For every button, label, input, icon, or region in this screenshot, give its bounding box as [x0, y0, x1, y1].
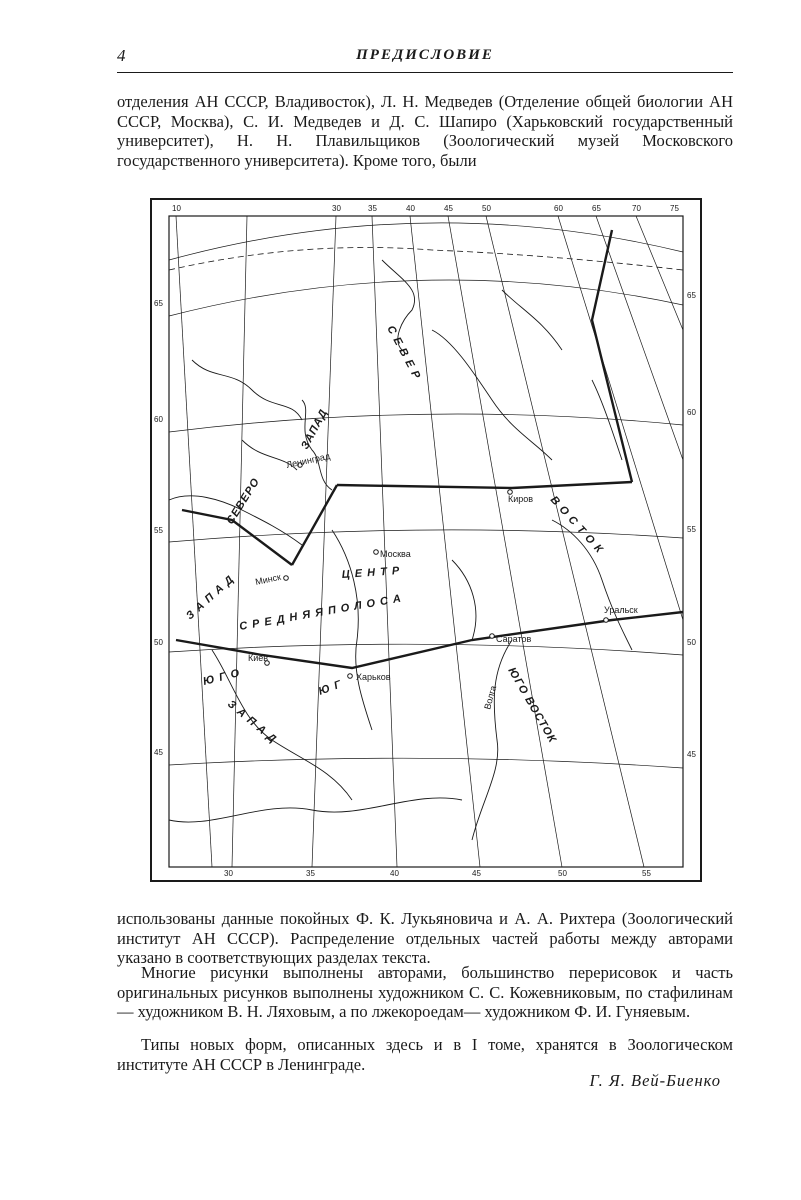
bottom-tick: 35	[306, 869, 315, 878]
city-label-leningrad: Ленинград	[285, 450, 331, 470]
region-boundaries	[176, 230, 683, 668]
map-svg	[152, 200, 700, 880]
city-dot	[604, 618, 609, 623]
region-label-middle-belt: С Р Е Д Н Я Я П О Л О С А	[238, 592, 403, 633]
top-tick: 30	[332, 204, 341, 213]
left-tick: 50	[154, 638, 163, 647]
left-tick: 65	[154, 299, 163, 308]
region-label-north: С Е В Е Р	[384, 323, 423, 382]
region-label-northwest-b: ЗАПАД	[299, 406, 331, 452]
top-tick: 50	[482, 204, 491, 213]
city-label-kiev: Киев	[248, 653, 269, 663]
top-tick: 45	[444, 204, 453, 213]
city-label-kirov: Киров	[508, 494, 534, 504]
region-label-south: Ю Г	[316, 678, 344, 698]
city-dot	[284, 576, 289, 581]
region-label-southwest-b: З А П А Д	[225, 698, 279, 746]
right-tick: 60	[687, 408, 696, 417]
city-dot	[490, 634, 495, 639]
map-inner-border	[169, 216, 683, 867]
city-label-kharkov: Харьков	[356, 672, 391, 682]
bottom-tick: 40	[390, 869, 399, 878]
author-signature: Г. Я. Вей-Биенко	[589, 1071, 721, 1090]
top-tick: 65	[592, 204, 601, 213]
bottom-tick: 55	[642, 869, 651, 878]
paragraph-type-specimens: Типы новых форм, описанных здесь и в I томе, хранятся в Зоологическом институте АН СССР в Ленинграде.	[117, 1035, 733, 1074]
left-tick: 45	[154, 748, 163, 757]
top-tick: 10	[172, 204, 181, 213]
graticule	[169, 216, 683, 867]
region-label-northwest-a: СЕВЕРО	[224, 475, 263, 527]
region-label-west: З А П А Д	[183, 573, 237, 623]
left-tick: 60	[154, 415, 163, 424]
bottom-tick: 50	[558, 869, 567, 878]
top-tick: 60	[554, 204, 563, 213]
paragraph-illustrations: Многие рисунки выполнены авторами, большинство перерисовок и часть оригинальных рисунков выполнены художником С. С. Кожевниковым, по стафилинам — художником В. Н. Ляховым, а по лжекороедам— художником Ф. И. Гуняевым.	[117, 963, 733, 1022]
bottom-tick: 45	[472, 869, 481, 878]
map-figure	[150, 198, 702, 882]
city-dot	[374, 550, 379, 555]
region-label-southeast: ЮГО ВОСТОК	[505, 665, 559, 746]
left-tick: 55	[154, 526, 163, 535]
top-tick: 70	[632, 204, 641, 213]
city-label-moscow: Москва	[380, 549, 411, 559]
top-tick: 75	[670, 204, 679, 213]
top-tick: 40	[406, 204, 415, 213]
right-tick: 50	[687, 638, 696, 647]
right-tick: 65	[687, 291, 696, 300]
city-label-uralsk: Уральск	[604, 605, 638, 615]
right-tick: 55	[687, 525, 696, 534]
running-title: ПРЕДИСЛОВИЕ	[356, 47, 494, 63]
region-label-northeast: В О С Т О К	[547, 493, 606, 557]
bottom-tick: 30	[224, 869, 233, 878]
city-label-saratov: Саратов	[496, 634, 532, 644]
page-header	[117, 44, 733, 73]
page-number: 4	[117, 46, 126, 65]
city-dot	[348, 674, 353, 679]
region-label-southwest-a: Ю Г О	[201, 667, 242, 688]
city-label-volga: Волга	[482, 684, 499, 711]
paragraph-intro-continued: отделения АН СССР, Владивосток), Л. Н. Медведев (Отделение общей биологии АН СССР, Москва), С. И. Медведев и Д. С. Шапиро (Харьковский государственный университет), Н. Н. Плавильщиков (Зоологический музей Московского государственного университета). Кроме того, были	[117, 92, 733, 170]
region-label-center: Ц Е Н Т Р	[341, 564, 401, 581]
paragraph-data-sources: использованы данные покойных Ф. К. Лукьяновича и А. А. Рихтера (Зоологический институт АН СССР). Распределение отдельных частей работы между авторами указано в соответствующих разделах текста.	[117, 909, 733, 968]
city-label-minsk: Минск	[254, 571, 282, 587]
top-tick: 35	[368, 204, 377, 213]
right-tick: 45	[687, 750, 696, 759]
